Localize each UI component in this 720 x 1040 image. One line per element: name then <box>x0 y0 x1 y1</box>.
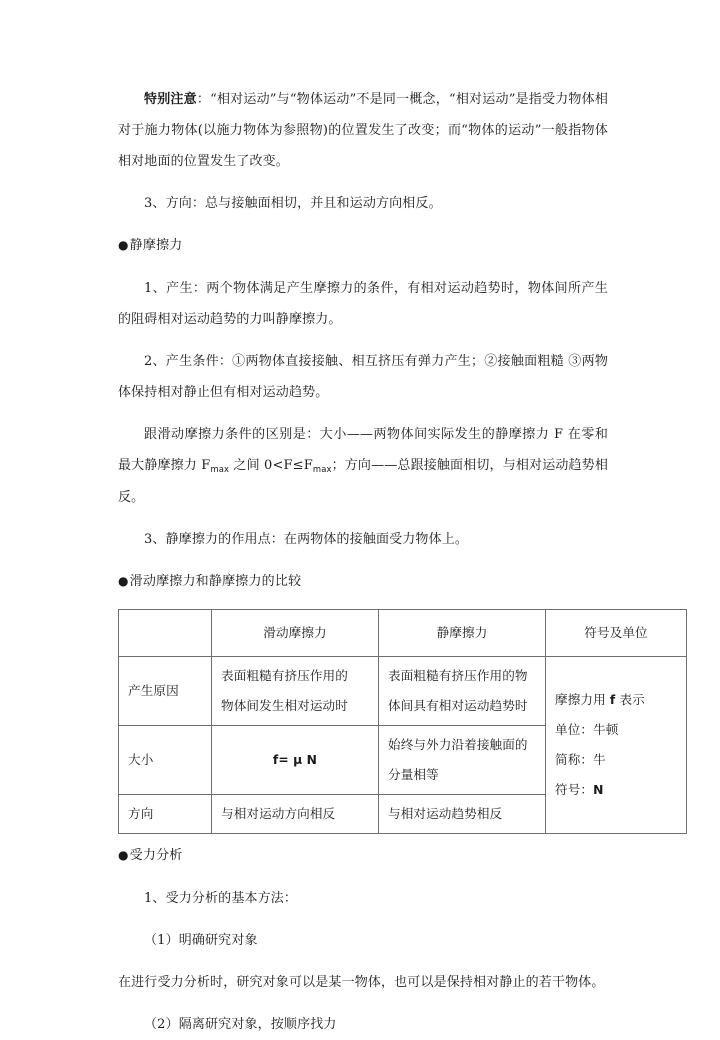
paragraph-direction: 3、方向：总与接触面相切，并且和运动方向相反。 <box>144 196 442 211</box>
fmax-subscript-1: max <box>210 463 230 474</box>
header-cell-blank <box>119 610 212 657</box>
heading-comparison-text: 滑动摩擦力和静摩擦力的比较 <box>129 574 302 589</box>
cell-static-direction: 与相对运动趋势相反 <box>379 795 546 834</box>
symbol-unit-line-3: 简称：牛 <box>555 752 606 767</box>
cell-sliding-direction: 与相对运动方向相反 <box>212 795 379 834</box>
row-label-magnitude: 大小 <box>119 726 212 795</box>
difference-part-a: 跟滑动摩擦力条件的区别是：大小——两物体间实际发生的静摩擦力 F 在零和最大静摩擦力 F <box>118 427 608 473</box>
header-cell-static: 静摩擦力 <box>379 610 546 657</box>
cell-static-magnitude <box>379 726 546 795</box>
symbol-unit-line-4: 符号：N <box>555 782 604 797</box>
paragraph-analysis-object: 在进行受力分析时，研究对象可以是某一物体，也可以是保持相对静止的若干物体。 <box>118 975 605 990</box>
row-label-direction: 方向 <box>119 795 212 834</box>
cell-static-magnitude-lines <box>388 730 536 790</box>
paragraph-step-1: （1）明确研究对象 <box>144 933 258 948</box>
cell-line-1: 表面粗糙有挤压作用的 <box>221 668 348 683</box>
cell-symbol-and-unit <box>546 657 687 834</box>
heading-static-friction-text: 静摩擦力 <box>129 238 183 253</box>
cell-sliding-cause-lines <box>221 661 369 721</box>
cell-line-1: 始终与外力沿着接触面的 <box>388 737 528 752</box>
header-cell-sliding: 滑动摩擦力 <box>212 610 379 657</box>
paragraph-step-2: （2）隔离研究对象，按顺序找力 <box>144 1017 337 1032</box>
table-header-row <box>119 610 687 657</box>
cell-static-cause <box>379 657 546 726</box>
cell-static-cause-lines <box>388 661 536 721</box>
header-cell-symbol-unit: 符号及单位 <box>546 610 687 657</box>
paragraph-special-note <box>118 84 608 177</box>
paragraph-generation: 1、产生：两个物体满足产生摩擦力的条件，有相对运动趋势时，物体间所产生的阻碍相对运动趋势的力叫静摩擦力。 <box>118 281 608 327</box>
difference-part-c: ；方向——总跟接触面相切，与相对运动趋势相反。 <box>118 458 608 505</box>
heading-comparison <box>118 566 608 597</box>
bullet-dot-icon-3: ● <box>118 848 129 862</box>
cell-sliding-cause <box>212 657 379 726</box>
heading-static-friction <box>118 230 608 261</box>
cell-line-1: 表面粗糙有挤压作用的物 <box>388 668 528 683</box>
symbol-unit-line-2: 单位：牛顿 <box>555 722 619 737</box>
document-body <box>118 84 648 1040</box>
paragraph-conditions: 2、产生条件：①两物体直接接触、相互挤压有弹力产生；②接触面粗糙 ③两物体保持相对静止但有相对运动趋势。 <box>118 354 608 400</box>
difference-part-b: 之间 0<F≤F <box>229 458 313 473</box>
row-label-cause: 产生原因 <box>119 657 212 726</box>
bullet-dot-icon-2: ● <box>118 574 129 588</box>
fmax-subscript-2: max <box>312 463 332 474</box>
special-note-text: ：“相对运动”与“物体运动”不是同一概念，“相对运动”是指受力物体相对于施力物体(以施力物体为参照物)的位置发生了改变；而“物体的运动”一般指物体相对地面的位置发生了改变。 <box>118 92 608 169</box>
paragraph-action-point: 3、静摩擦力的作用点：在两物体的接触面受力物体上。 <box>144 532 469 547</box>
bullet-dot-icon: ● <box>118 238 129 252</box>
heading-force-analysis <box>118 840 608 871</box>
cell-line-2: 物体间发生相对运动时 <box>221 698 348 713</box>
special-note-label: 特别注意 <box>144 92 197 107</box>
paragraph-difference <box>118 419 608 513</box>
cell-sliding-magnitude <box>212 726 379 795</box>
table-row <box>119 657 687 726</box>
symbol-unit-line-1: 摩擦力用 f 表示 <box>555 692 645 707</box>
heading-force-analysis-text: 受力分析 <box>129 848 183 863</box>
cell-line-2: 分量相等 <box>388 767 439 782</box>
formula-f-mu-n: f= μ N <box>272 753 318 767</box>
cell-line-2: 体间具有相对运动趋势时 <box>388 698 528 713</box>
paragraph-basic-method: 1、受力分析的基本方法： <box>144 891 298 906</box>
friction-comparison-table <box>118 609 687 834</box>
